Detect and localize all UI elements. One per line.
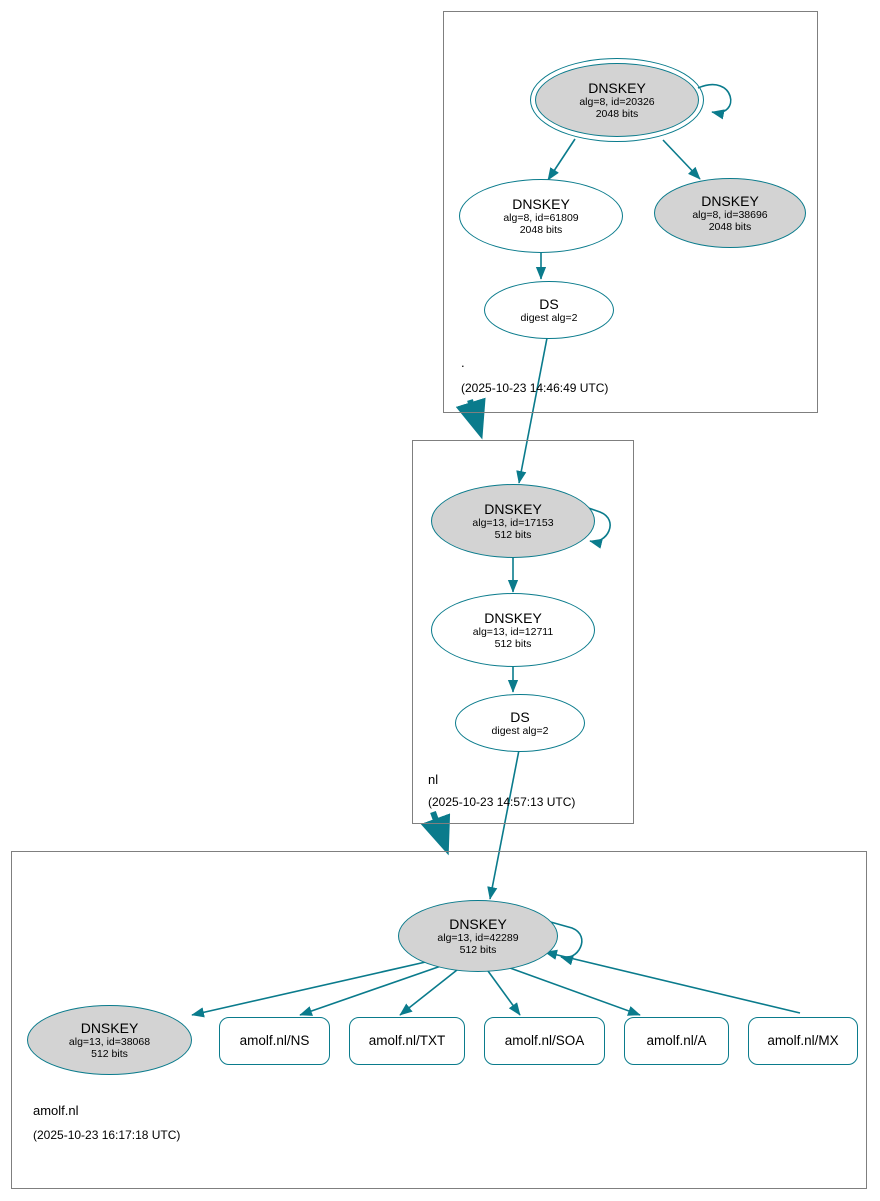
node-title: DS [539,295,559,312]
node-dnskey-amolf-38068[interactable] [27,1005,192,1075]
rrset-label: amolf.nl/A [646,1033,707,1049]
rrset-amolf-ns[interactable] [219,1017,330,1065]
node-keysize: 512 bits [91,1048,128,1061]
node-alg-id: alg=13, id=17153 [472,516,554,529]
rrset-label: amolf.nl/SOA [504,1033,585,1049]
zone-timestamp-root: (2025-10-23 14:46:49 UTC) [461,381,609,395]
node-digest-alg: digest alg=2 [520,312,578,325]
node-keysize: 512 bits [459,944,497,957]
zone-label-amolf: amolf.nl [33,1103,79,1118]
node-dnskey-root-zsk-61809[interactable] [459,179,623,253]
rrset-amolf-txt[interactable] [349,1017,465,1065]
rrset-label: amolf.nl/TXT [368,1033,446,1049]
node-alg-id: alg=8, id=20326 [579,95,655,108]
node-alg-id: alg=8, id=61809 [503,211,579,224]
rrset-amolf-mx[interactable] [748,1017,858,1065]
node-title: DNSKEY [484,609,542,626]
node-title: DNSKEY [80,1019,139,1036]
node-title: DNSKEY [701,192,759,209]
node-alg-id: alg=13, id=42289 [437,931,519,944]
node-ds-nl[interactable] [455,694,585,752]
node-keysize: 512 bits [494,638,532,651]
node-dnskey-root-ksk-20326[interactable] [535,63,699,137]
node-digest-alg: digest alg=2 [491,725,549,738]
zone-timestamp-nl: (2025-10-23 14:57:13 UTC) [428,795,576,809]
node-title: DS [510,708,530,725]
node-keysize: 2048 bits [519,224,563,237]
node-dnskey-amolf-ksk-42289[interactable] [398,900,558,972]
node-dnskey-nl-ksk-17153[interactable] [431,484,595,558]
node-keysize: 2048 bits [708,221,752,234]
node-dnskey-root-38696[interactable] [654,178,806,248]
node-alg-id: alg=13, id=12711 [472,625,554,638]
node-alg-id: alg=13, id=38068 [68,1035,151,1048]
rrset-label: amolf.nl/MX [767,1033,839,1049]
node-title: DNSKEY [449,915,507,932]
node-ds-root[interactable] [484,281,614,339]
zone-timestamp-amolf: (2025-10-23 16:17:18 UTC) [33,1128,181,1142]
node-keysize: 512 bits [494,529,532,542]
node-dnskey-nl-zsk-12711[interactable] [431,593,595,667]
node-title: DNSKEY [484,500,542,517]
zone-label-nl: nl [428,772,439,787]
rrset-amolf-a[interactable] [624,1017,729,1065]
rrset-label: amolf.nl/NS [239,1033,310,1049]
node-title: DNSKEY [588,79,646,96]
node-keysize: 2048 bits [595,108,639,121]
zone-label-root: . [461,355,465,370]
rrset-amolf-soa[interactable] [484,1017,605,1065]
node-alg-id: alg=8, id=38696 [692,208,768,221]
node-title: DNSKEY [512,195,570,212]
